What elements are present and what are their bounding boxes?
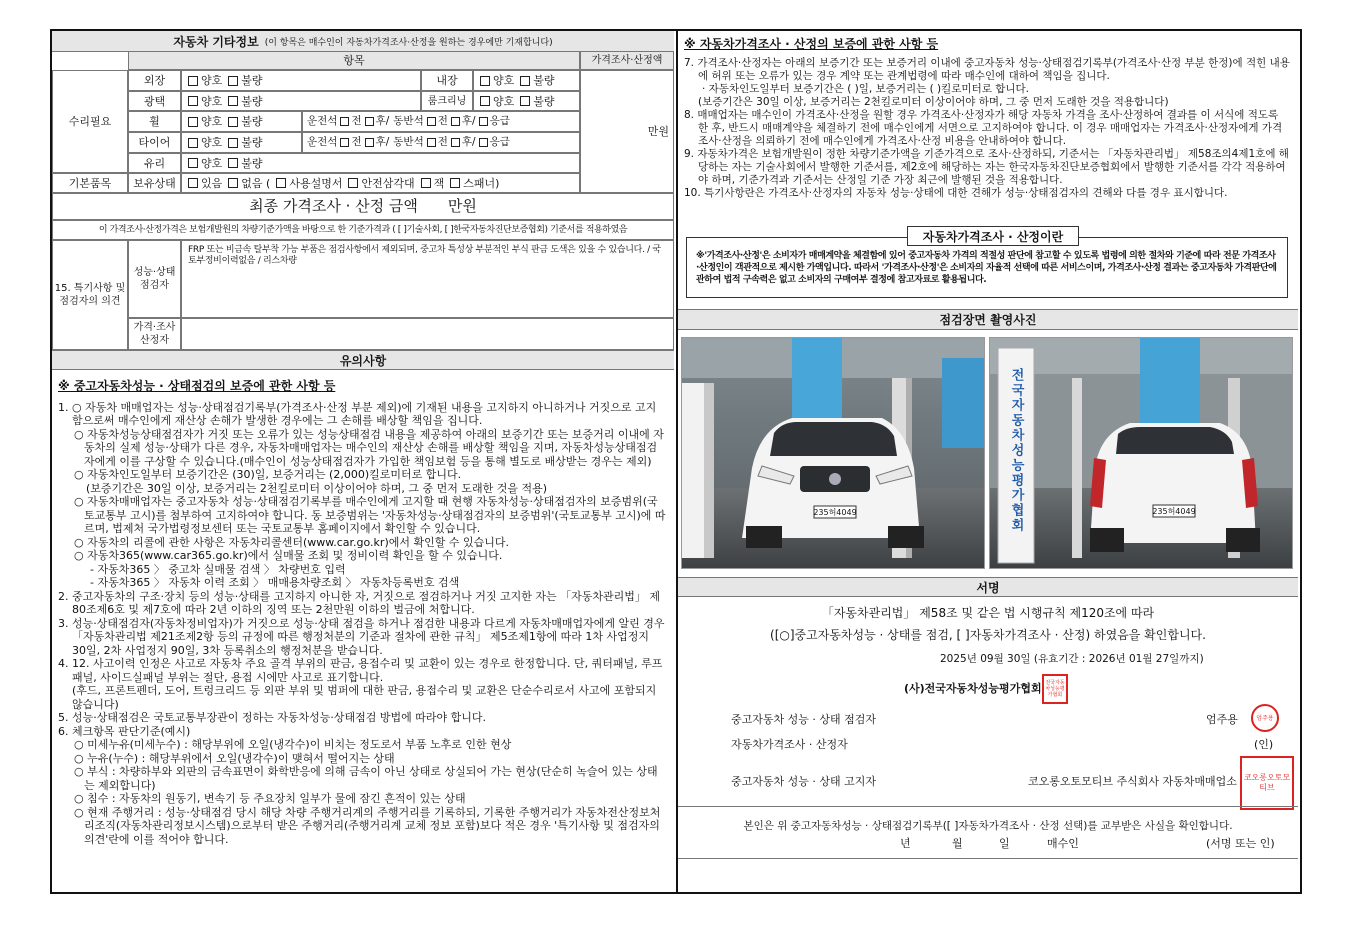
appraisal-box-title: 자동차가격조사 · 산정이란 xyxy=(907,226,1079,246)
interior-good-checkbox[interactable] xyxy=(480,76,490,86)
perf-opinion-cell xyxy=(181,240,674,318)
price-guarantee-title: ※ 자동차가격조사 · 산정의 보증에 관한 사항 등 xyxy=(684,37,939,51)
holding-none-checkbox[interactable] xyxy=(228,178,238,188)
room-cleaning-bad-checkbox[interactable] xyxy=(520,96,530,106)
notice-item: - 자동차365 〉 중고차 실매물 검색 〉 차량번호 입력 xyxy=(90,562,346,576)
inspector-seal-icon: 엄주용 xyxy=(1251,704,1279,732)
notifier-label: 중고자동차 성능 · 상태 고지자 xyxy=(731,775,876,788)
wheel-passenger-rear-checkbox[interactable] xyxy=(451,117,460,126)
final-price-label: 최종 가격조사 · 산정 금액 xyxy=(249,197,418,215)
spanner-checkbox[interactable] xyxy=(450,178,460,188)
perf-opinion-text: FRP 또는 비금속 탈부착 가능 부품은 점검사항에서 제외되며, 중고차 특성상 부분적인 부식 판금 도색은 있을 수 있습니다. / 국토부정비이력없음 / 리스차량 xyxy=(188,245,661,266)
interior-bad-checkbox[interactable] xyxy=(520,76,530,86)
col-header-item: 항목 xyxy=(128,51,580,70)
receipt-sign-note: (서명 또는 인) xyxy=(1206,837,1275,850)
notice-item: ○ 자동차의 리콜에 관한 사항은 자동차리콜센터(www.car.go.kr)에서 확인할 수 있습니다. xyxy=(74,535,509,549)
gloss-bad-checkbox[interactable] xyxy=(228,96,238,106)
notice-item: 3. 성능·상태점검자(자동차정비업자)가 거짓으로 성능·상태 점검을 하거나 점검한 내용과 다르게 자동차매매업자에게 알린 경우 「자동차관리법 제21조제2항 등의 규정에 따른 행정처분의 기준과 절차에 관한 규칙」 제5조제1항에 따라 1차 사업정지 30일, 2차 사업정지 90일, 3차 등록취소의 행정처분을 받습니다. xyxy=(58,616,665,657)
signature-divider xyxy=(678,806,1298,807)
notice-item: - 자동차365 〉 자동차 이력 조회 〉 매매용차량조회 〉 자동차등록번호 검색 xyxy=(90,576,460,589)
triangle-checkbox[interactable] xyxy=(348,178,358,188)
wheel-emergency-checkbox[interactable] xyxy=(479,117,488,126)
notice-title-bar xyxy=(52,350,674,370)
manual-checkbox[interactable] xyxy=(276,178,286,188)
signature-title-bar xyxy=(678,577,1298,597)
holding-options: 있음 없음 ( 사용설명서 안전삼각대 잭 스패너) xyxy=(181,173,580,193)
tire-driver-front-checkbox[interactable] xyxy=(340,138,349,147)
dealer-seal-icon: 코오롱오토모티브 xyxy=(1240,756,1294,810)
front-plate-text: 235허4049 xyxy=(813,508,857,517)
row-label-glass: 유리 xyxy=(128,153,181,173)
special-title-cell xyxy=(52,240,128,350)
association-banner: 전국자동차성능평가협회 xyxy=(1008,367,1024,533)
notice-item: 4. 12. 사고이력 인정은 사고로 자동차 주요 골격 부위의 판금, 용접수리 및 교환이 있는 경우로 한정합니다. 단, 쿼터패널, 루프패널, 사이드실패널 부위는 절단, 용접 시에만 사고로 표기합니다. xyxy=(58,657,663,684)
notice-title: 유의사항 xyxy=(339,353,387,368)
notice-item: (보증기간은 30일 이상, 보증거리는 2천킬로미터 이상이어야 하며, 그 중 먼저 도래한 것을 적용) xyxy=(86,481,548,495)
basic-items-label: 기본품목 xyxy=(52,173,128,193)
exterior-bad-checkbox[interactable] xyxy=(228,76,238,86)
signature-line1: 「자동차관리법」 제58조 및 같은 법 시행규칙 제120조에 따라 xyxy=(821,606,1155,620)
holding-have-checkbox[interactable] xyxy=(188,178,198,188)
front-photo xyxy=(681,337,985,569)
jack-checkbox[interactable] xyxy=(421,178,431,188)
rear-plate-text: 235허4049 xyxy=(1152,507,1196,516)
guarantee-item: 7. 가격조사·산정자는 아래의 보증기간 또는 보증거리 이내에 중고자동차 성능·상태점검기록부(가격조사·산정 부분 한정)에 적힌 내용에 허위 또는 오류가 있는 경우 계약 또는 관계법령에 따라 매수인에 대하여 책임을 집니다. xyxy=(684,57,1290,82)
notice-item: ○ 자동차365(www.car365.go.kr)에서 실매물 조회 및 정비이력 확인을 할 수 있습니다. xyxy=(74,549,503,562)
room-cleaning-options: 양호 불량 xyxy=(473,91,580,111)
notice-item: ○ 부식 : 차량하부와 외판의 금속표면이 화학반응에 의해 금속이 아닌 상태로 상실되어 가는 현상(단순히 녹슬어 있는 상태는 제외합니다) xyxy=(74,765,658,792)
signature-date: 2025년 09월 30일 (유효기간 : 2026년 01월 27일까지) xyxy=(940,653,1204,665)
signature-line2: ([○]중고자동차성능 · 상태를 점검, [ ]자동차가격조사 · 산정) 하였음을 확인합니다. xyxy=(770,628,1206,642)
receipt-line: 본인은 위 중고자동차성능 · 상태점검기록부([ ]자동차가격조사 · 산정 선택)를 교부받은 사실을 확인합니다. xyxy=(743,820,1233,832)
price-value-cell xyxy=(580,70,674,193)
price-opinion-cell xyxy=(181,318,674,350)
room-cleaning-good-checkbox[interactable] xyxy=(480,96,490,106)
notice-item: 5. 성능·상태점검은 국토교통부장관이 정하는 자동차성능·상태점검 방법에 따라야 합니다. xyxy=(58,711,486,724)
receipt-month: 월 xyxy=(952,837,963,850)
price-unit: 만원 xyxy=(647,125,669,138)
photos-title: 점검장면 촬영사진 xyxy=(939,313,1037,327)
guarantee-item: 10. 특기사항란은 가격조사·산정자의 자동차 성능·상태에 대한 견해가 성능·상태점검자의 견해와 다를 경우 표시합니다. xyxy=(684,187,1228,199)
row-label-interior: 내장 xyxy=(421,70,473,91)
wheel-position-options: 운전석 전 후/ 동반석 전 후/ 응급 xyxy=(302,111,580,132)
inspector-label: 중고자동차 성능 · 상태 점검자 xyxy=(731,713,876,726)
tire-options: 양호 불량 xyxy=(181,132,302,153)
tire-passenger-rear-checkbox[interactable] xyxy=(451,138,460,147)
row-label-tire: 타이어 xyxy=(128,132,181,153)
wheel-options: 양호 불량 xyxy=(181,111,302,132)
glass-options: 양호 불량 xyxy=(181,153,580,173)
interior-options: 양호 불량 xyxy=(473,70,580,91)
wheel-driver-rear-checkbox[interactable] xyxy=(365,117,374,126)
row-label-holding: 보유상태 xyxy=(128,173,181,193)
row-label-wheel: 휠 xyxy=(128,111,181,132)
notifier-name: 코오롱오토모티브 주식회사 자동차매매업소 xyxy=(1028,775,1237,788)
notice-item: 2. 중고자동차의 구조·장치 등의 성능·상태를 고지하지 아니한 자, 거짓으로 점검하거나 거짓 고지한 자는 「자동차관리법」 제80조제6호 및 제7호에 따라 2년 이하의 징역 또는 2천만원 이하의 벌금에 처합니다. xyxy=(58,589,660,616)
gloss-good-checkbox[interactable] xyxy=(188,96,198,106)
guarantee-item: (보증기간은 30일 이상, 보증거리는 2천킬로미터 이상이어야 하며, 그 중 먼저 도래한 것을 적용합니다) xyxy=(698,96,1169,108)
basis-note-row xyxy=(52,220,674,240)
guarantee-item: 9. 자동차가격은 보험개발원이 정한 차량기준가액을 기준가격으로 조사·산정하되, 기준서는 「자동차관리법」 제58조의4제1호에 해당하는 자는 기술사회에서 발행한 기준서를, 제2호에 해당하는 자는 한국자동차진단보증협회에서 발행한 기준서를 각각 적용하여야 하며, 기준가격과 기준서는 산정일 기준 가장 최근에 발행된 것을 적용합니다. xyxy=(684,148,1289,186)
exterior-good-checkbox[interactable] xyxy=(188,76,198,86)
receipt-buyer: 매수인 xyxy=(1047,837,1079,850)
appraiser-seal-placeholder: (인) xyxy=(1254,738,1274,751)
appraiser-label: 자동차가격조사 · 산정자 xyxy=(731,738,848,751)
guarantee-item: · 자동차인도일부터 보증기간은 ( )일, 보증거리는 ( )킬로미터로 합니다. xyxy=(702,83,1029,95)
signature-bottom-divider xyxy=(678,858,1298,859)
notice-item: ○ 미세누유(미세누수) : 해당부위에 오일(냉각수)이 비치는 정도로서 부품 노후로 인한 현상 xyxy=(74,738,512,751)
rear-photo xyxy=(989,337,1293,569)
final-price-row xyxy=(52,193,674,220)
other-info-title: 자동차 기타정보 xyxy=(173,34,259,49)
other-info-title-bar xyxy=(52,31,674,52)
notice-item: 1. ○ 자동차 매매업자는 성능·상태점검기록부(가격조사·산정 부분 제외)에 기재된 내용을 고지하지 아니하거나 거짓으로 고지함으로써 매수인에게 재산상 손해가 발생한 경우에는 그 손해를 배상할 책임을 집니다. xyxy=(58,400,657,427)
special-title: 15. 특기사항 및 점검자의 의견 xyxy=(54,283,126,307)
notice-item: ○ 침수 : 자동차의 원동기, 변속기 등 주요장치 일부가 물에 잠긴 흔적이 있는 상태 xyxy=(74,792,466,805)
appraisal-box-text: ※'가격조사·산정'은 소비자가 매매계약을 체결함에 있어 중고자동차 가격의 적절성 판단에 참고할 수 있도록 법령에 의한 절차와 기준에 따라 전문 가격조사·산정인이 객관적으로 제시한 가액입니다. 따라서 '가격조사·산정'은 소비자의 자율적 선택에 따른 서비스이며, 가격조사·산정 결과는 중고자동차 가격판단에 관하여 법적 구속력은 없고 소비자의 구매여부 결정에 참고자료로 활용됩니다. xyxy=(696,251,1277,285)
signature-org: (사)전국자동차성능평가협회 xyxy=(904,682,1042,695)
notice-item: ○ 자동차매매업자는 중고자동차 성능·상태점검기록부를 매수인에게 고지할 때 현행 자동차성능·상태점검자의 보증범위(국토교통부 고시)를 첨부하여 고지하여야 합니다. 동 보증범위는 '자동차성능·상태점검자의 보증범위'(국토교통부 고시)에 따르며, 법제처 국가법령정보센터 또는 국토교통부 홈페이지에서 확인할 수 있습니다. xyxy=(74,495,666,535)
wheel-passenger-front-checkbox[interactable] xyxy=(427,117,436,126)
basis-note: 이 가격조사·산정가격은 보험개발원의 차량기준가액을 바탕으로 한 기준가격과 ( [ ]기술사회, [ ]한국자동차진단보증협회) 기준서를 적용하였음 xyxy=(98,224,628,235)
other-info-note: (이 항목은 매수인이 자동차가격조사·산정을 원하는 경우에만 기재합니다) xyxy=(264,37,553,48)
receipt-day: 일 xyxy=(999,837,1010,850)
price-guarantee-section xyxy=(684,38,1290,200)
signature-title: 서명 xyxy=(976,580,1000,595)
gloss-options: 양호 불량 xyxy=(181,91,421,111)
exterior-options: 양호 불량 xyxy=(181,70,421,91)
guarantee-item: 8. 매매업자는 매수인이 가격조사·산정을 원할 경우 가격조사·산정자가 해당 자동차 가격을 조사·산정하여 결과를 이 서식에 적도록 한 후, 반드시 매매계약을 체결하기 전에 매수인에게 서면으로 고지하여야 합니다. 이 경우 매매업자는 가격조사·산정자에게 가격조사·산정을 의뢰하기 전에 매수인에게 가격조사·산정 비용을 안내하여야 합니다. xyxy=(684,109,1283,147)
notice-item: 6. 체크항목 판단기준(예시) xyxy=(58,724,191,738)
perf-label-cell xyxy=(128,240,181,318)
wheel-driver-front-checkbox[interactable] xyxy=(340,117,349,126)
notice-item: ○ 자동차성능상태점검자가 거짓 또는 오류가 있는 성능상태점검 내용을 제공하여 아래의 보증기간 또는 보증거리 이내에 자동차의 실제 성능·상태가 다른 경우, 자동차매매업자는 매수인의 재산상 손해를 배상할 책임을 지며, 자동차성능상태점검자에게 이를 구상할 수 있습니다.(매수인이 성능상태점검자가 가입한 책임보험 등을 통해 별도로 배상받는 경우는 제외) xyxy=(74,427,664,468)
receipt-year: 년 xyxy=(900,837,911,850)
wheel-good-checkbox[interactable] xyxy=(188,117,198,127)
tire-bad-checkbox[interactable] xyxy=(228,138,238,148)
notice-body xyxy=(58,380,666,846)
price-label-cell xyxy=(128,318,181,350)
price-appraiser-label: 가격·조사 산정자 xyxy=(133,322,176,346)
perf-label: 성능·상태 점검자 xyxy=(133,267,176,291)
notice-item: ○ 누유(누수) : 해당부위에서 오일(냉각수)이 맺혀서 떨어지는 상태 xyxy=(74,751,395,765)
org-seal-icon: 전국자동차성능평가협회 xyxy=(1042,674,1068,704)
notice-item: ○ 자동차인도일부터 보증기간은 (30)일, 보증거리는 (2,000)킬로미터로 합니다. xyxy=(74,468,462,481)
photos-title-bar xyxy=(678,309,1298,330)
glass-bad-checkbox[interactable] xyxy=(228,158,238,168)
row-label-gloss: 광택 xyxy=(128,91,181,111)
inspector-name: 엄주용 xyxy=(1206,713,1238,726)
tire-emergency-checkbox[interactable] xyxy=(479,138,488,147)
repair-needed-label: 수리필요 xyxy=(52,70,128,173)
notice-item: (후드, 프론트펜더, 도어, 트렁크리드 등 외판 부위 및 범퍼에 대한 판금, 용접수리 및 교환은 단순수리로서 사고에 포함되지 않습니다) xyxy=(72,684,657,711)
tire-position-options: 운전석 전 후/ 동반석 전 후/ 응급 xyxy=(302,132,580,153)
tire-good-checkbox[interactable] xyxy=(188,138,198,148)
final-price-unit: 만원 xyxy=(447,197,477,215)
notice-item: ○ 현재 주행거리 : 성능·상태점검 당시 해당 차량 주행거리계의 주행거리를 기록하되, 기록한 주행거리가 자동차전산정보처리조직(자동차관리정보시스템)으로부터 받은 주행거리(주행거리계 교체 정보 포함)보다 적은 경우 '특기사항 및 점검자의 의견'란에 이를 적어야 합니다. xyxy=(74,805,661,846)
col-header-price: 가격조사·산정액 xyxy=(580,51,674,70)
wheel-bad-checkbox[interactable] xyxy=(228,117,238,127)
notice-subtitle: ※ 중고자동차성능 · 상태점검의 보증에 관한 사항 등 xyxy=(58,379,336,393)
glass-good-checkbox[interactable] xyxy=(188,158,198,168)
tire-passenger-front-checkbox[interactable] xyxy=(427,138,436,147)
row-label-room-cleaning: 룸크리닝 xyxy=(421,91,473,111)
row-label-exterior: 외장 xyxy=(128,70,181,91)
tire-driver-rear-checkbox[interactable] xyxy=(365,138,374,147)
